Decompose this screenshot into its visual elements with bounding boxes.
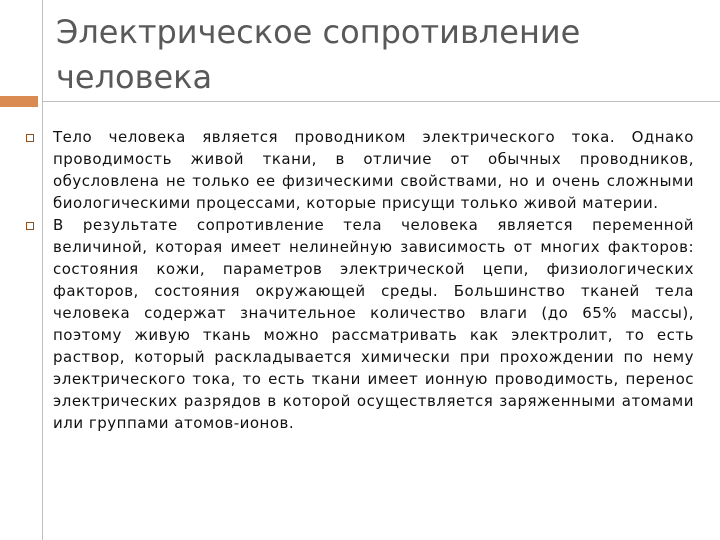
slide-title: Электрическое сопротивление человека [56, 13, 581, 96]
bullet-list [22, 126, 694, 434]
title-underline-rule [42, 101, 720, 102]
bullet-item [22, 126, 694, 214]
bullet-item [22, 214, 694, 434]
bullet-text: Тело человека является проводником электрического тока. Однако проводимость живой ткани, в отличие от обычных проводников, обусловлена не только ее физическими свойствами, но и очень сложными биологическими процессами, которые присущи только живой материи. [53, 128, 694, 212]
bullet-text: В результате сопротивление тела человека является переменной величиной, которая имеет нелинейную зависимость от многих факторов: состояния кожи, параметров электрической цепи, физиологических факторов, состояния окружающей среды. Большинство тканей тела человека содержат значительное количество влаги (до 65% массы), поэтому живую ткань можно рассматривать как электролит, то есть раствор, который раскладывается химически при прохождении по нему электрического тока, то есть ткани имеет ионную проводимость, перенос электрических разрядов в которой осуществляется заряженными атомами или группами атомов-ионов. [53, 216, 694, 432]
accent-block [0, 96, 38, 107]
square-bullet-icon [26, 134, 34, 142]
square-bullet-icon [26, 222, 34, 230]
